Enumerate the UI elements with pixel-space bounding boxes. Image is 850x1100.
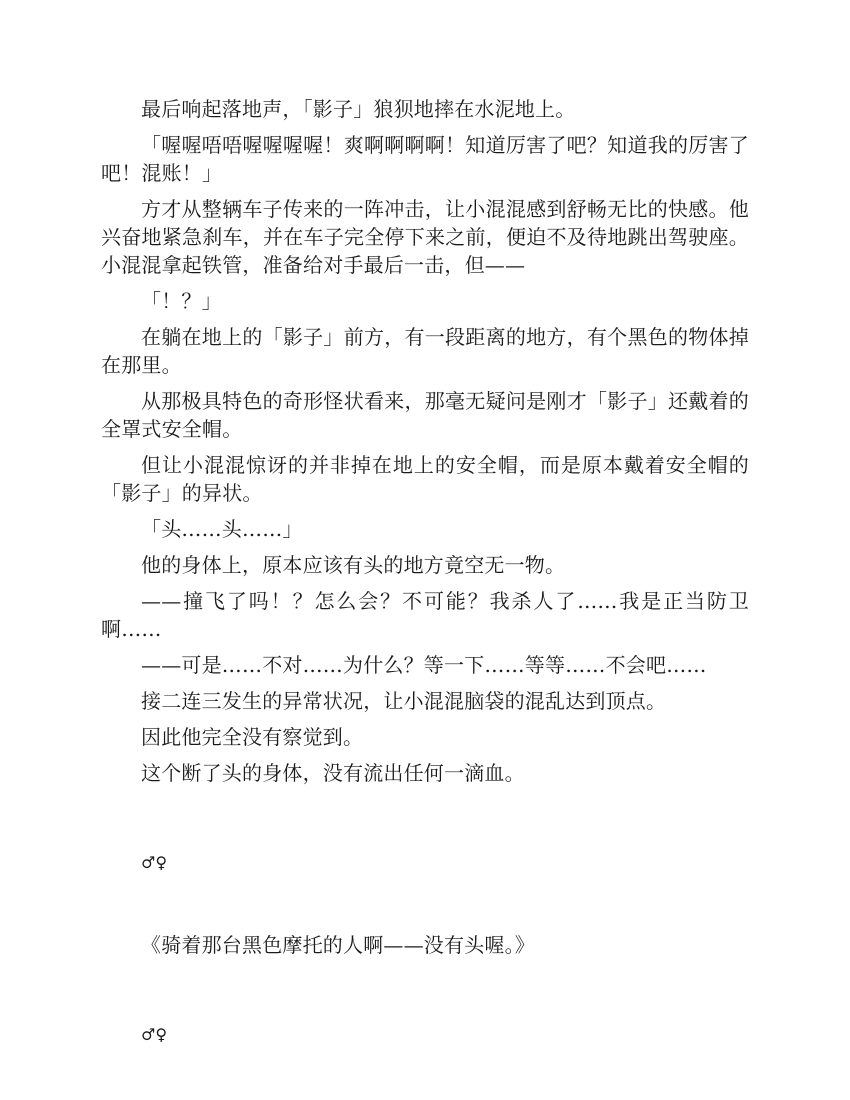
paragraph: 这个断了头的身体，没有流出任何一滴血。 xyxy=(141,761,525,785)
paragraph: 因此他完全没有察觉到。 xyxy=(141,725,364,749)
paragraph: ——撞飞了吗！？怎么会？不可能？我杀人了……我是正当防卫啊…… xyxy=(101,589,749,641)
paragraph: 在躺在地上的「影子」前方，有一段距离的地方，有个黑色的物体掉在那里。 xyxy=(101,325,749,377)
section-gap xyxy=(101,877,749,931)
paragraph: 最后响起落地声，「影子」狼狈地摔在水泥地上。 xyxy=(141,97,576,121)
section-divider-symbol: ♂♀ xyxy=(141,1025,168,1044)
paragraph: ——可是……不对……为什么？等一下……等等……不会吧…… xyxy=(141,653,707,677)
paragraph: 从那极具特色的奇形怪状看来，那毫无疑问是刚才「影子」还戴着的全罩式安全帽。 xyxy=(101,389,749,441)
paragraph: 方才从整辆车子传来的一阵冲击，让小混混感到舒畅无比的快感。他兴奋地紧急刹车，并在车子完全停下来之前，便迫不及待地跳出驾驶座。小混混拿起铁管，准备给对手最后一击，但—— xyxy=(101,197,749,277)
paragraph: 「！？」 xyxy=(141,289,222,313)
paragraph: 但让小混混惊讶的并非掉在地上的安全帽，而是原本戴着安全帽的「影子」的异状。 xyxy=(101,453,749,505)
closing-line: 《骑着那台黑色摩托的人啊——没有头喔。》 xyxy=(141,933,535,957)
paragraph: 他的身体上，原本应该有头的地方竟空无一物。 xyxy=(141,553,566,577)
section-divider-symbol: ♂♀ xyxy=(141,853,168,872)
paragraph: 「喔喔唔唔喔喔喔喔！爽啊啊啊啊！知道厉害了吧？知道我的厉害了吧！混账！」 xyxy=(101,133,749,185)
paragraph: 「头……头……」 xyxy=(141,517,303,541)
section-gap xyxy=(101,967,749,1021)
section-gap xyxy=(101,795,749,849)
document-page xyxy=(101,95,749,1049)
paragraph: 接二连三发生的异常状况，让小混混脑袋的混乱达到顶点。 xyxy=(141,689,667,713)
